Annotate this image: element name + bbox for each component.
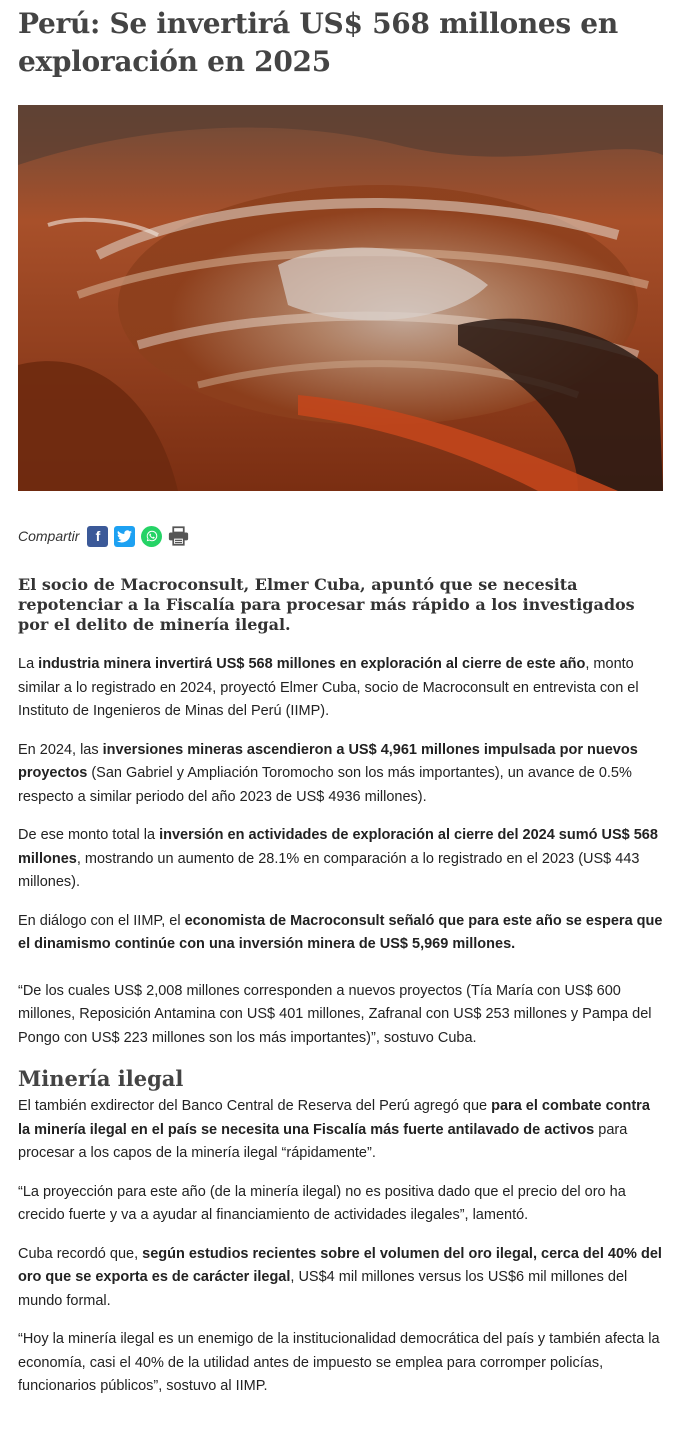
paragraph-7-quote: “La proyección para este año (de la minería ilegal) no es positiva dado que el precio del oro ha crecido fuerte y va a ayudar al financiamiento de actividades ilegales”, lamentó.	[18, 1183, 626, 1223]
share-label: Compartir	[18, 528, 80, 544]
article-title: Perú: Se invertirá US$ 568 millones en exploración en 2025	[18, 7, 618, 78]
hero-image-open-pit-mine	[18, 105, 663, 491]
paragraph-1: La industria minera invertirá US$ 568 millones en exploración al cierre de este año, monto similar a lo registrado en 2024, proyectó Elmer Cuba, socio de Macroconsult en entrevista con el Instituto de Ingenieros de Minas del Perú (IIMP).	[18, 656, 639, 719]
paragraph-2: En 2024, las inversiones mineras ascendieron a US$ 4,961 millones impulsada por nuevos proyectos (San Gabriel y Ampliación Toromocho son los más importantes), un avance de 0.5% respecto a similar periodo del año 2023 de US$ 4936 millones).	[18, 741, 638, 805]
paragraph-6: El también exdirector del Banco Central de Reserva del Perú agregó que para el combate contra la minería ilegal en el país se necesita una Fiscalía más fuerte antilavado de activos para procesar a los capos de la minería ilegal “rápidamente”.	[18, 1098, 650, 1161]
subheading-mineria-ilegal: Minería ilegal	[18, 1066, 184, 1091]
article	[18, 0, 663, 1399]
paragraph-4: En diálogo con el IIMP, el economista de Macroconsult señaló que para este año se espera que el dinamismo continúe con una inversión minera de US$ 5,969 millones.	[18, 912, 663, 952]
whatsapp-icon[interactable]	[141, 526, 162, 547]
paragraph-8: Cuba recordó que, según estudios recientes sobre el volumen del oro ilegal, cerca del 40% del oro que se exporta es de carácter ilegal, US$4 mil millones versus los US$6 mil millones del mundo formal.	[18, 1245, 662, 1309]
print-icon[interactable]	[168, 526, 189, 547]
twitter-icon[interactable]	[114, 526, 135, 547]
paragraph-5-quote: “De los cuales US$ 2,008 millones corresponden a nuevos proyectos (Tía María con US$ 600 millones, Reposición Antamina con US$ 401 millones, Zafranal con US$ 253 millones y Pampa del Pongo con US$ 223 millones son los más importantes)”, sostuvo Cuba.	[18, 982, 652, 1046]
paragraph-9-quote: “Hoy la minería ilegal es un enemigo de la institucionalidad democrática del país y también afecta la economía, casi el 40% de la utilidad antes de impuesto se emplea para corromper policías, funcionarios públicos”, sostuvo al IIMP.	[18, 1331, 660, 1394]
paragraph-3: De ese monto total la inversión en actividades de exploración al cierre del 2024 sumó US$ 568 millones, mostrando un aumento de 28.1% en comparación a lo registrado en el 2023 (US$ 443 millones).	[18, 827, 658, 890]
share-bar	[18, 523, 663, 549]
facebook-icon[interactable]: f	[87, 526, 108, 547]
article-lead: El socio de Macroconsult, Elmer Cuba, apuntó que se necesita repotenciar a la Fiscalía para procesar más rápido a los investigados por el delito de minería ilegal.	[18, 575, 635, 634]
